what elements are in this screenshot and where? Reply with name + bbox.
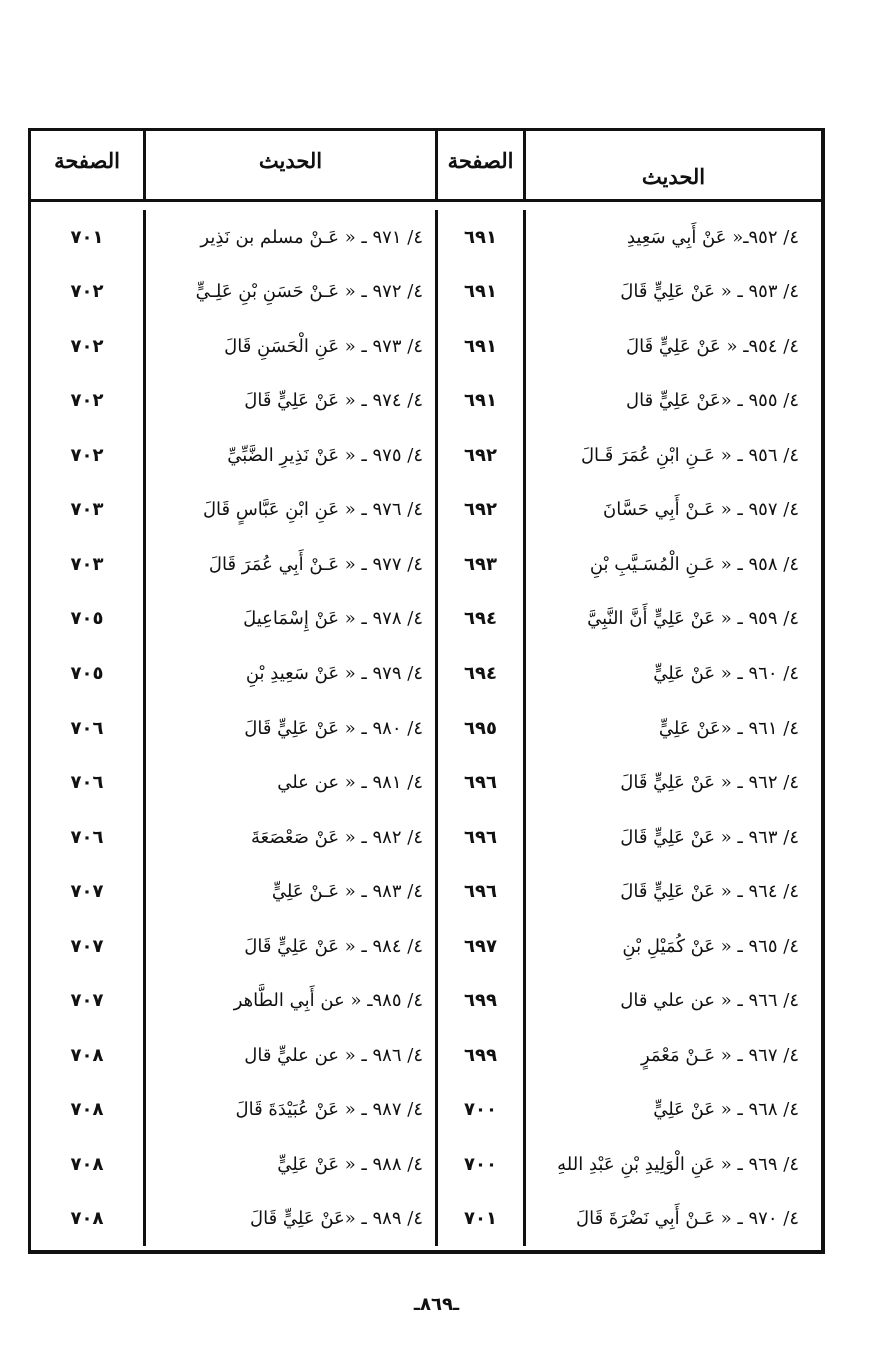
page-ref-right-cell [435,1083,523,1138]
page-ref-left: ٧٠٦ [70,772,104,794]
header-hadith-left: الحديث [143,131,435,199]
table-row [31,1137,821,1192]
page-ref-left: ٧٠١ [70,226,104,248]
hadith-entry-left-cell [143,755,435,810]
hadith-entry-left-cell [143,864,435,919]
page-ref-right: ٦٩٩ [464,990,497,1012]
page-ref-left-cell [31,701,143,756]
hadith-entry-right-cell [523,755,821,810]
page-ref-right: ٦٩٦ [464,881,497,903]
hadith-entry-left: ٤/ ٩٧١ ـ « عَـنْ مسلم بن نَذِير [200,226,423,248]
page-ref-left-cell [31,1137,143,1192]
hadith-entry-left-cell [143,374,435,429]
page-ref-left-cell [31,1083,143,1138]
page-ref-left-cell [31,428,143,483]
hadith-entry-right-cell [523,319,821,374]
page-ref-left: ٧٠٣ [70,553,104,575]
hadith-entry-right-cell [523,1083,821,1138]
page-ref-right-cell [435,701,523,756]
hadith-entry-right-cell [523,210,821,265]
hadith-entry-right: ٤/ ٩٦٤ ـ « عَنْ عَلِيٍّ قَالَ [620,881,799,903]
page-ref-right: ٦٩٤ [464,608,497,630]
table-row [31,973,821,1028]
hadith-entry-left-cell [143,592,435,647]
hadith-entry-right: ٤/ ٩٥٨ ـ « عَـنِ الْمُسَـيَّبِ بْنِ [589,553,799,575]
page-ref-right: ٦٩١ [464,226,497,248]
page-ref-right-cell [435,428,523,483]
hadith-entry-right: ٤/ ٩٧٠ ـ « عَـنْ أَبِي نَضْرَةَ قَالَ [576,1208,799,1230]
hadith-entry-left: ٤/ ٩٨٥ـ « عن أَبِي الطَّاهر [233,990,423,1012]
page-ref-left-cell [31,210,143,265]
page-ref-left-cell [31,755,143,810]
hadith-entry-left-cell [143,919,435,974]
page-ref-right-cell [435,210,523,265]
page-ref-right-cell [435,265,523,320]
page-ref-left: ٧٠٢ [70,281,104,303]
page-ref-right: ٦٩٢ [464,499,497,521]
hadith-entry-left-cell [143,428,435,483]
hadith-entry-left: ٤/ ٩٨٤ ـ « عَنْ عَلِيٍّ قَالَ [244,935,423,957]
page-ref-right: ٧٠١ [464,1208,497,1230]
hadith-entry-left-cell [143,646,435,701]
hadith-entry-left: ٤/ ٩٧٩ ـ « عَنْ سَعِيدِ بْنِ [245,663,423,685]
hadith-entry-left: ٤/ ٩٧٦ ـ « عَنِ ابْنِ عَبَّاسٍ قَالَ [202,499,423,521]
hadith-entry-right: ٤/ ٩٥٤ـ « عَنْ عَلِيٍّ قَالَ [626,335,799,357]
table-row [31,919,821,974]
page-ref-left-cell [31,810,143,865]
page-ref-left: ٧٠٨ [70,1208,104,1230]
table-row [31,319,821,374]
header-page-right: الصفحة [435,131,523,199]
hadith-entry-right-cell [523,810,821,865]
hadith-entry-right: ٤/ ٩٦٠ ـ « عَنْ عَلِيٍّ [653,663,799,685]
table-row [31,646,821,701]
hadith-entry-left-cell [143,1192,435,1247]
hadith-entry-right: ٤/ ٩٥٩ ـ « عَنْ عَلِيٍّ أَنَّ النَّبِيَّ [587,608,799,630]
table-row [31,701,821,756]
hadith-entry-right-cell [523,592,821,647]
page-ref-right-cell [435,1028,523,1083]
hadith-entry-left-cell [143,701,435,756]
page-ref-right: ٦٩١ [464,390,497,412]
table-row [31,374,821,429]
page-ref-left-cell [31,864,143,919]
hadith-entry-left-cell [143,265,435,320]
page-ref-right: ٦٩٤ [464,663,497,685]
hadith-entry-left: ٤/ ٩٨٢ ـ « عَنْ صَعْصَعَةَ [250,826,423,848]
hadith-entry-right: ٤/ ٩٥٧ ـ « عَـنْ أَبِي حَسَّانَ [603,499,799,521]
hadith-entry-right: ٤/ ٩٥٥ ـ «عَنْ عَلِيٍّ قال [626,390,799,412]
hadith-entry-right-cell [523,265,821,320]
table-row [31,755,821,810]
page-ref-right-cell [435,592,523,647]
hadith-entry-left-cell [143,210,435,265]
page-ref-left-cell [31,973,143,1028]
page-number: ـ٨٦٩ـ [413,1294,460,1315]
hadith-entry-left: ٤/ ٩٨٨ ـ « عَنْ عَلِيٍّ [277,1153,423,1175]
page-ref-left-cell [31,646,143,701]
page-ref-right: ٦٩٦ [464,826,497,848]
page-ref-left-cell [31,483,143,538]
page-ref-left-cell [31,374,143,429]
hadith-entry-right-cell [523,428,821,483]
hadith-entry-left-cell [143,537,435,592]
hadith-entry-right-cell [523,701,821,756]
page-ref-right: ٦٩٧ [464,935,497,957]
page-ref-right: ٦٩٥ [464,717,497,739]
hadith-entry-left: ٤/ ٩٨٦ ـ « عن عليٍّ قال [244,1044,423,1066]
page-ref-left: ٧٠٨ [70,1153,104,1175]
table-row [31,1083,821,1138]
page-ref-right: ٧٠٠ [464,1153,497,1175]
hadith-entry-right-cell [523,1028,821,1083]
hadith-entry-left-cell [143,810,435,865]
page-ref-right-cell [435,374,523,429]
hadith-entry-left: ٤/ ٩٨٧ ـ « عَنْ عُبَيْدَةَ قَالَ [235,1099,423,1121]
page-ref-right: ٦٩٩ [464,1044,497,1066]
hadith-index-table [28,128,825,1254]
page-ref-left: ٧٠٨ [70,1044,104,1066]
page-ref-left-cell [31,919,143,974]
page-ref-left: ٧٠٦ [70,826,104,848]
hadith-entry-left: ٤/ ٩٧٢ ـ « عَـنْ حَسَنِ بْنِ عَلِـيٍّ [195,281,423,303]
table-row [31,537,821,592]
table-row [31,428,821,483]
page-ref-right-cell [435,755,523,810]
page-ref-left-cell [31,592,143,647]
hadith-entry-right-cell [523,1192,821,1247]
hadith-entry-right-cell [523,864,821,919]
hadith-entry-left: ٤/ ٩٧٧ ـ « عَـنْ أَبِي عُمَرَ قَالَ [208,553,423,575]
page-ref-right-cell [435,864,523,919]
page-ref-left: ٧٠٧ [70,935,104,957]
hadith-entry-right-cell [523,973,821,1028]
page-ref-left-cell [31,265,143,320]
hadith-entry-left: ٤/ ٩٨٣ ـ « عَـنْ عَلِيٍّ [271,881,423,903]
table-row [31,210,821,265]
hadith-entry-left-cell [143,1028,435,1083]
page-ref-right: ٧٠٠ [464,1099,497,1121]
page-ref-left: ٧٠٦ [70,717,104,739]
hadith-entry-right-cell [523,646,821,701]
hadith-entry-right-cell [523,483,821,538]
page-ref-left: ٧٠٣ [70,499,104,521]
page-ref-right-cell [435,646,523,701]
hadith-entry-right: ٤/ ٩٦٩ ـ « عَنِ الْوَلِيدِ بْنِ عَبْدِ اللهِ [557,1153,799,1175]
page-ref-left-cell [31,1192,143,1247]
page-ref-left: ٧٠٧ [70,990,104,1012]
hadith-entry-right: ٤/ ٩٦١ ـ «عَنْ عَلِيٍّ [658,717,799,739]
hadith-entry-left: ٤/ ٩٧٨ ـ « عَنْ إِسْمَاعِيلَ [243,608,423,630]
hadith-entry-left: ٤/ ٩٧٣ ـ « عَنِ الْحَسَنِ قَالَ [224,335,423,357]
hadith-entry-left-cell [143,1137,435,1192]
hadith-entry-right: ٤/ ٩٦٧ ـ « عَـنْ مَعْمَرٍ [640,1044,799,1066]
hadith-entry-right: ٤/ ٩٥٢ـ« عَنْ أَبِي سَعِيدِ [626,226,799,248]
hadith-entry-left: ٤/ ٩٨٩ ـ «عَنْ عَلِيٍّ قَالَ [250,1208,423,1230]
hadith-entry-left-cell [143,319,435,374]
header-hadith-right: الحديث [523,131,821,199]
hadith-entry-right: ٤/ ٩٦٢ ـ « عَنْ عَلِيٍّ قَالَ [620,772,799,794]
page-ref-left: ٧٠٢ [70,444,104,466]
hadith-entry-right-cell [523,919,821,974]
hadith-entry-left-cell [143,1083,435,1138]
hadith-entry-left: ٤/ ٩٧٥ ـ « عَنْ نَذِيرِ الضَّبِّيِّ [227,444,423,466]
hadith-entry-right: ٤/ ٩٥٦ ـ « عَـنِ ابْنِ عُمَرَ قَـالَ [580,444,799,466]
table-row [31,1192,821,1247]
hadith-entry-left: ٤/ ٩٨١ ـ « عن علي [277,772,423,794]
header-page-left: الصفحة [54,147,120,173]
hadith-entry-left-cell [143,483,435,538]
hadith-entry-right: ٤/ ٩٦٦ ـ « عن علي قال [620,990,799,1012]
hadith-entry-right: ٤/ ٩٥٣ ـ « عَنْ عَلِيٍّ قَالَ [620,281,799,303]
page-ref-right-cell [435,919,523,974]
page-ref-left-cell [31,319,143,374]
page-ref-right-cell [435,810,523,865]
hadith-entry-right-cell [523,537,821,592]
table-row [31,1028,821,1083]
table-row [31,810,821,865]
page-ref-right: ٦٩١ [464,281,497,303]
page-ref-right-cell [435,537,523,592]
table-header-row [31,131,821,202]
page-ref-right-cell [435,319,523,374]
table-row [31,483,821,538]
hadith-entry-left: ٤/ ٩٨٠ ـ « عَنْ عَلِيٍّ قَالَ [244,717,423,739]
page-ref-right: ٦٩٦ [464,772,497,794]
hadith-entry-right: ٤/ ٩٦٣ ـ « عَنْ عَلِيٍّ قَالَ [620,826,799,848]
page-ref-right-cell [435,1192,523,1247]
table-row [31,864,821,919]
page-ref-left: ٧٠٢ [70,335,104,357]
hadith-entry-right: ٤/ ٩٦٥ ـ « عَنْ كُمَيْلِ بْنِ [622,935,799,957]
page-ref-right: ٦٩٣ [464,553,497,575]
page-ref-left: ٧٠٥ [70,663,104,685]
page-ref-left: ٧٠٢ [70,390,104,412]
page-ref-right-cell [435,483,523,538]
page-ref-right: ٦٩٢ [464,444,497,466]
hadith-entry-right: ٤/ ٩٦٨ ـ « عَنْ عَلِيٍّ [653,1099,799,1121]
page-ref-left-cell [31,1028,143,1083]
hadith-entry-right-cell [523,1137,821,1192]
hadith-entry-right-cell [523,374,821,429]
page-ref-left: ٧٠٨ [70,1099,104,1121]
page-ref-right: ٦٩١ [464,335,497,357]
page-ref-left-cell [31,537,143,592]
table-body [31,202,821,1250]
page-ref-right-cell [435,973,523,1028]
hadith-entry-left-cell [143,973,435,1028]
hadith-entry-left: ٤/ ٩٧٤ ـ « عَنْ عَلِيٍّ قَالَ [244,390,423,412]
page-ref-left: ٧٠٧ [70,881,104,903]
table-row [31,592,821,647]
page-ref-left: ٧٠٥ [70,608,104,630]
page-ref-right-cell [435,1137,523,1192]
table-row [31,265,821,320]
